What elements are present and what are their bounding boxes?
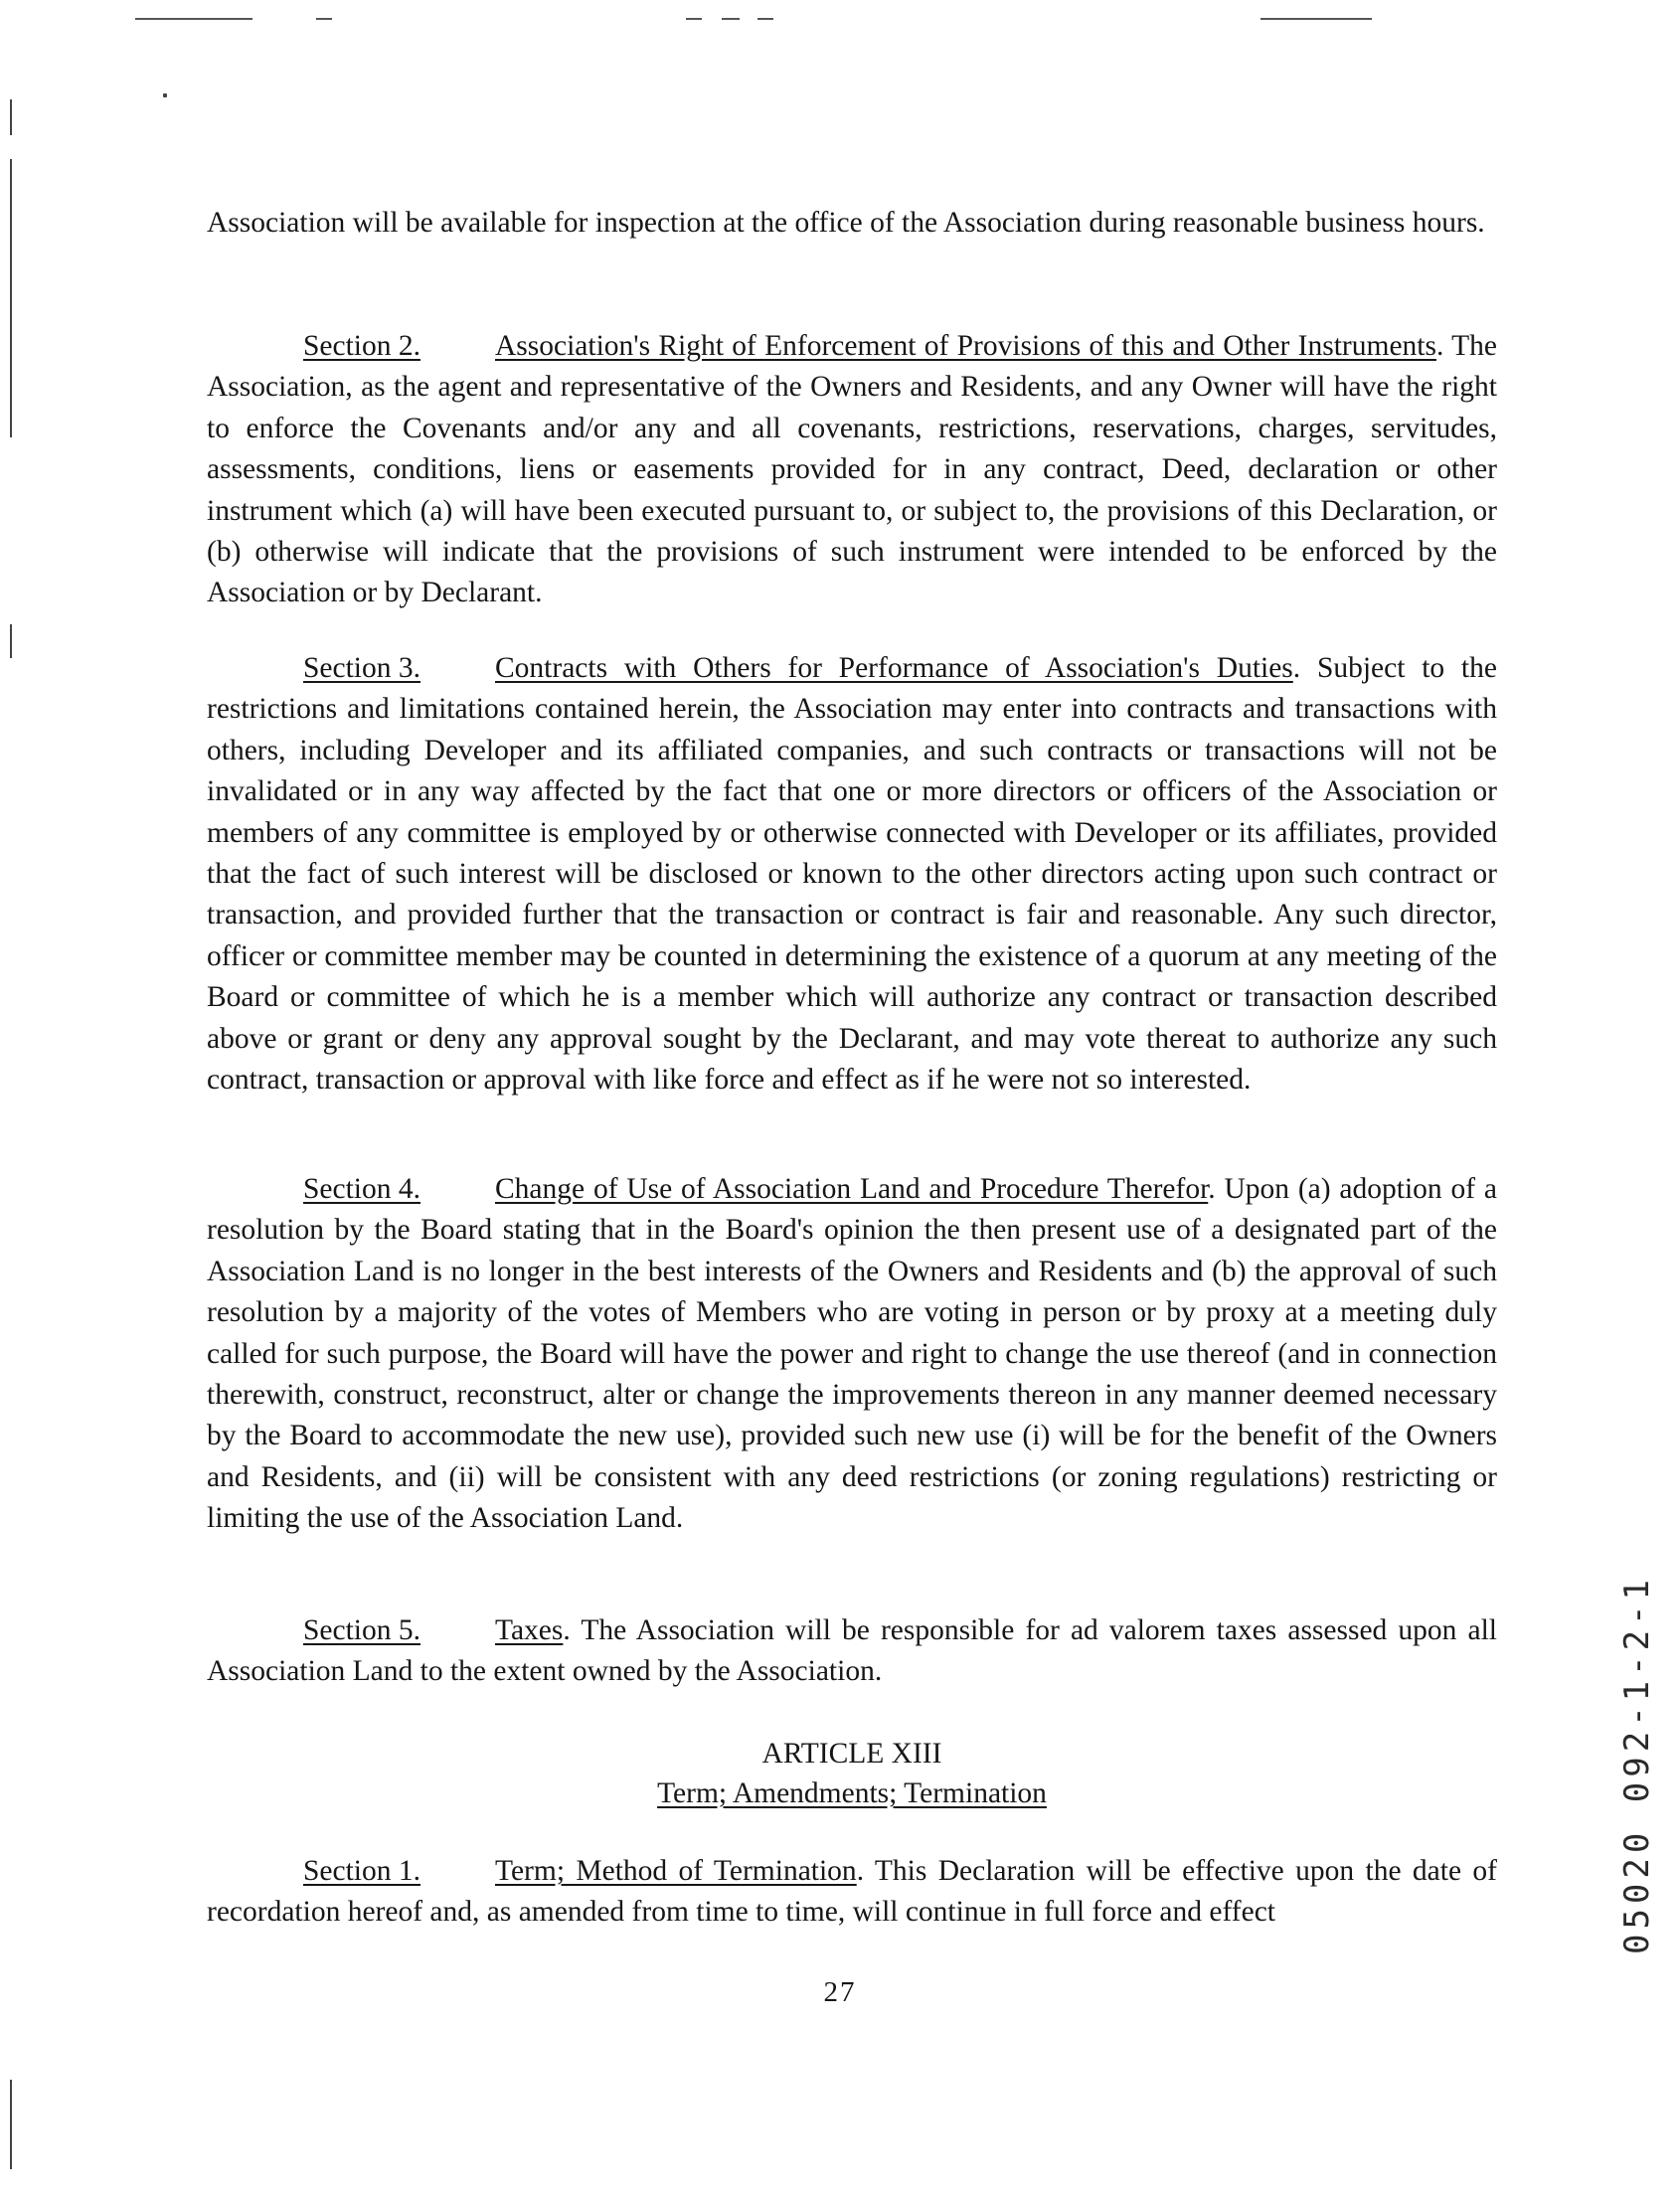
scan-rule-left-dash <box>316 18 332 20</box>
paragraph-text: Association will be available for inspection at the office of the Association during reasonable business hours. <box>207 207 1485 239</box>
paragraph-continuation <box>207 203 1497 244</box>
scan-rule-left <box>135 18 252 20</box>
section-label: Section 1. <box>303 1855 420 1887</box>
section-title: Taxes <box>495 1614 564 1646</box>
section-5-paragraph <box>207 1610 1497 1693</box>
article-heading: ARTICLE XIII <box>761 1738 942 1770</box>
article-13-section-1-paragraph <box>207 1851 1497 1934</box>
scan-speck <box>163 93 167 97</box>
scan-rule-right <box>1260 18 1372 20</box>
section-label: Section 2. <box>303 330 420 362</box>
section-2-paragraph <box>207 326 1497 614</box>
scan-rule-mid-2 <box>722 18 740 20</box>
section-title: Contracts with Others for Performance of Association's Duties <box>495 652 1293 684</box>
article-subheading <box>207 1774 1497 1814</box>
section-body: . This Declaration will be effective upon the date of recordation hereof and, as amended from time to time, will continue in full force and effect <box>207 1855 1497 1929</box>
article-subheading-text: Term; Amendments; Termination <box>657 1777 1047 1809</box>
recording-stamp <box>1612 1574 1662 1955</box>
section-title: Association's Right of Enforcement of Provisions of this and Other Instruments <box>495 330 1436 362</box>
section-body: . Upon (a) adoption of a resolution by the Board stating that in the Board's opinion the then present use of a designated part of the Association Land is no longer in the best interests of the Owners and Residents and (b) the approval of such resolution by a majority of the votes of Members who are voting in person or by proxy at a meeting duly called for such purpose, the Board will have the power and right to change the use thereof (and in connection therewith, construct, reconstruct, alter or change the improvements thereon in any manner deemed necessary by the Board to accommodate the new use), provided such new use (i) will be for the benefit of the Owners and Residents, and (ii) will be consistent with any deed restrictions (or zoning regulations) restricting or limiting the use of the Association Land. <box>207 1173 1497 1535</box>
section-title: Term; Method of Termination <box>495 1855 857 1887</box>
section-label: Section 5. <box>303 1614 420 1646</box>
section-title: Change of Use of Association Land and Procedure Therefor <box>495 1173 1209 1205</box>
recording-stamp-text: 05020 092-1-2-1 <box>1617 1574 1657 1955</box>
margin-mark <box>10 2080 12 2169</box>
page-number: 27 <box>823 1976 857 2008</box>
section-4-paragraph <box>207 1169 1497 1540</box>
scan-rule-mid <box>686 18 702 20</box>
margin-mark <box>10 159 12 437</box>
section-body: . The Association, as the agent and representative of the Owners and Residents, and any Owner will have the right to enforce the Covenants and/or any and all covenants, restrictions, reservations, charges, servitudes, assessments, conditions, liens or easements provided for in any contract, Deed, declaration or other instrument which (a) will have been executed pursuant to, or subject to, the provisions of this Declaration, or (b) otherwise will indicate that the provisions of such instrument were intended to be enforced by the Association or by Declarant. <box>207 330 1497 609</box>
section-body: . Subject to the restrictions and limitations contained herein, the Association may enter into contracts and transactions with others, including Developer and its affiliated companies, and such contracts or transactions will not be invalidated or in any way affected by the fact that one or more directors or officers of the Association or members of any committee is employed by or otherwise connected with Developer or its affiliates, provided that the fact of such interest will be disclosed or known to the other directors acting upon such contract or transaction, and provided further that the transaction or contract is fair and reasonable. Any such director, officer or committee member may be counted in determining the existence of a quorum at any meeting of the Board or committee of which he is a member which will authorize any contract or transaction described above or grant or deny any approval sought by the Declarant, and may vote thereat to authorize any such contract, transaction or approval with like force and effect as if he were not so interested. <box>207 652 1497 1097</box>
section-body: . The Association will be responsible for ad valorem taxes assessed upon all Association Land to the extent owned by the Association. <box>207 1614 1497 1688</box>
section-3-paragraph <box>207 648 1497 1100</box>
section-label: Section 4. <box>303 1173 420 1205</box>
section-label: Section 3. <box>303 652 420 684</box>
margin-mark <box>10 99 12 135</box>
scan-rule-mid-3 <box>757 18 773 20</box>
margin-mark <box>10 624 12 658</box>
